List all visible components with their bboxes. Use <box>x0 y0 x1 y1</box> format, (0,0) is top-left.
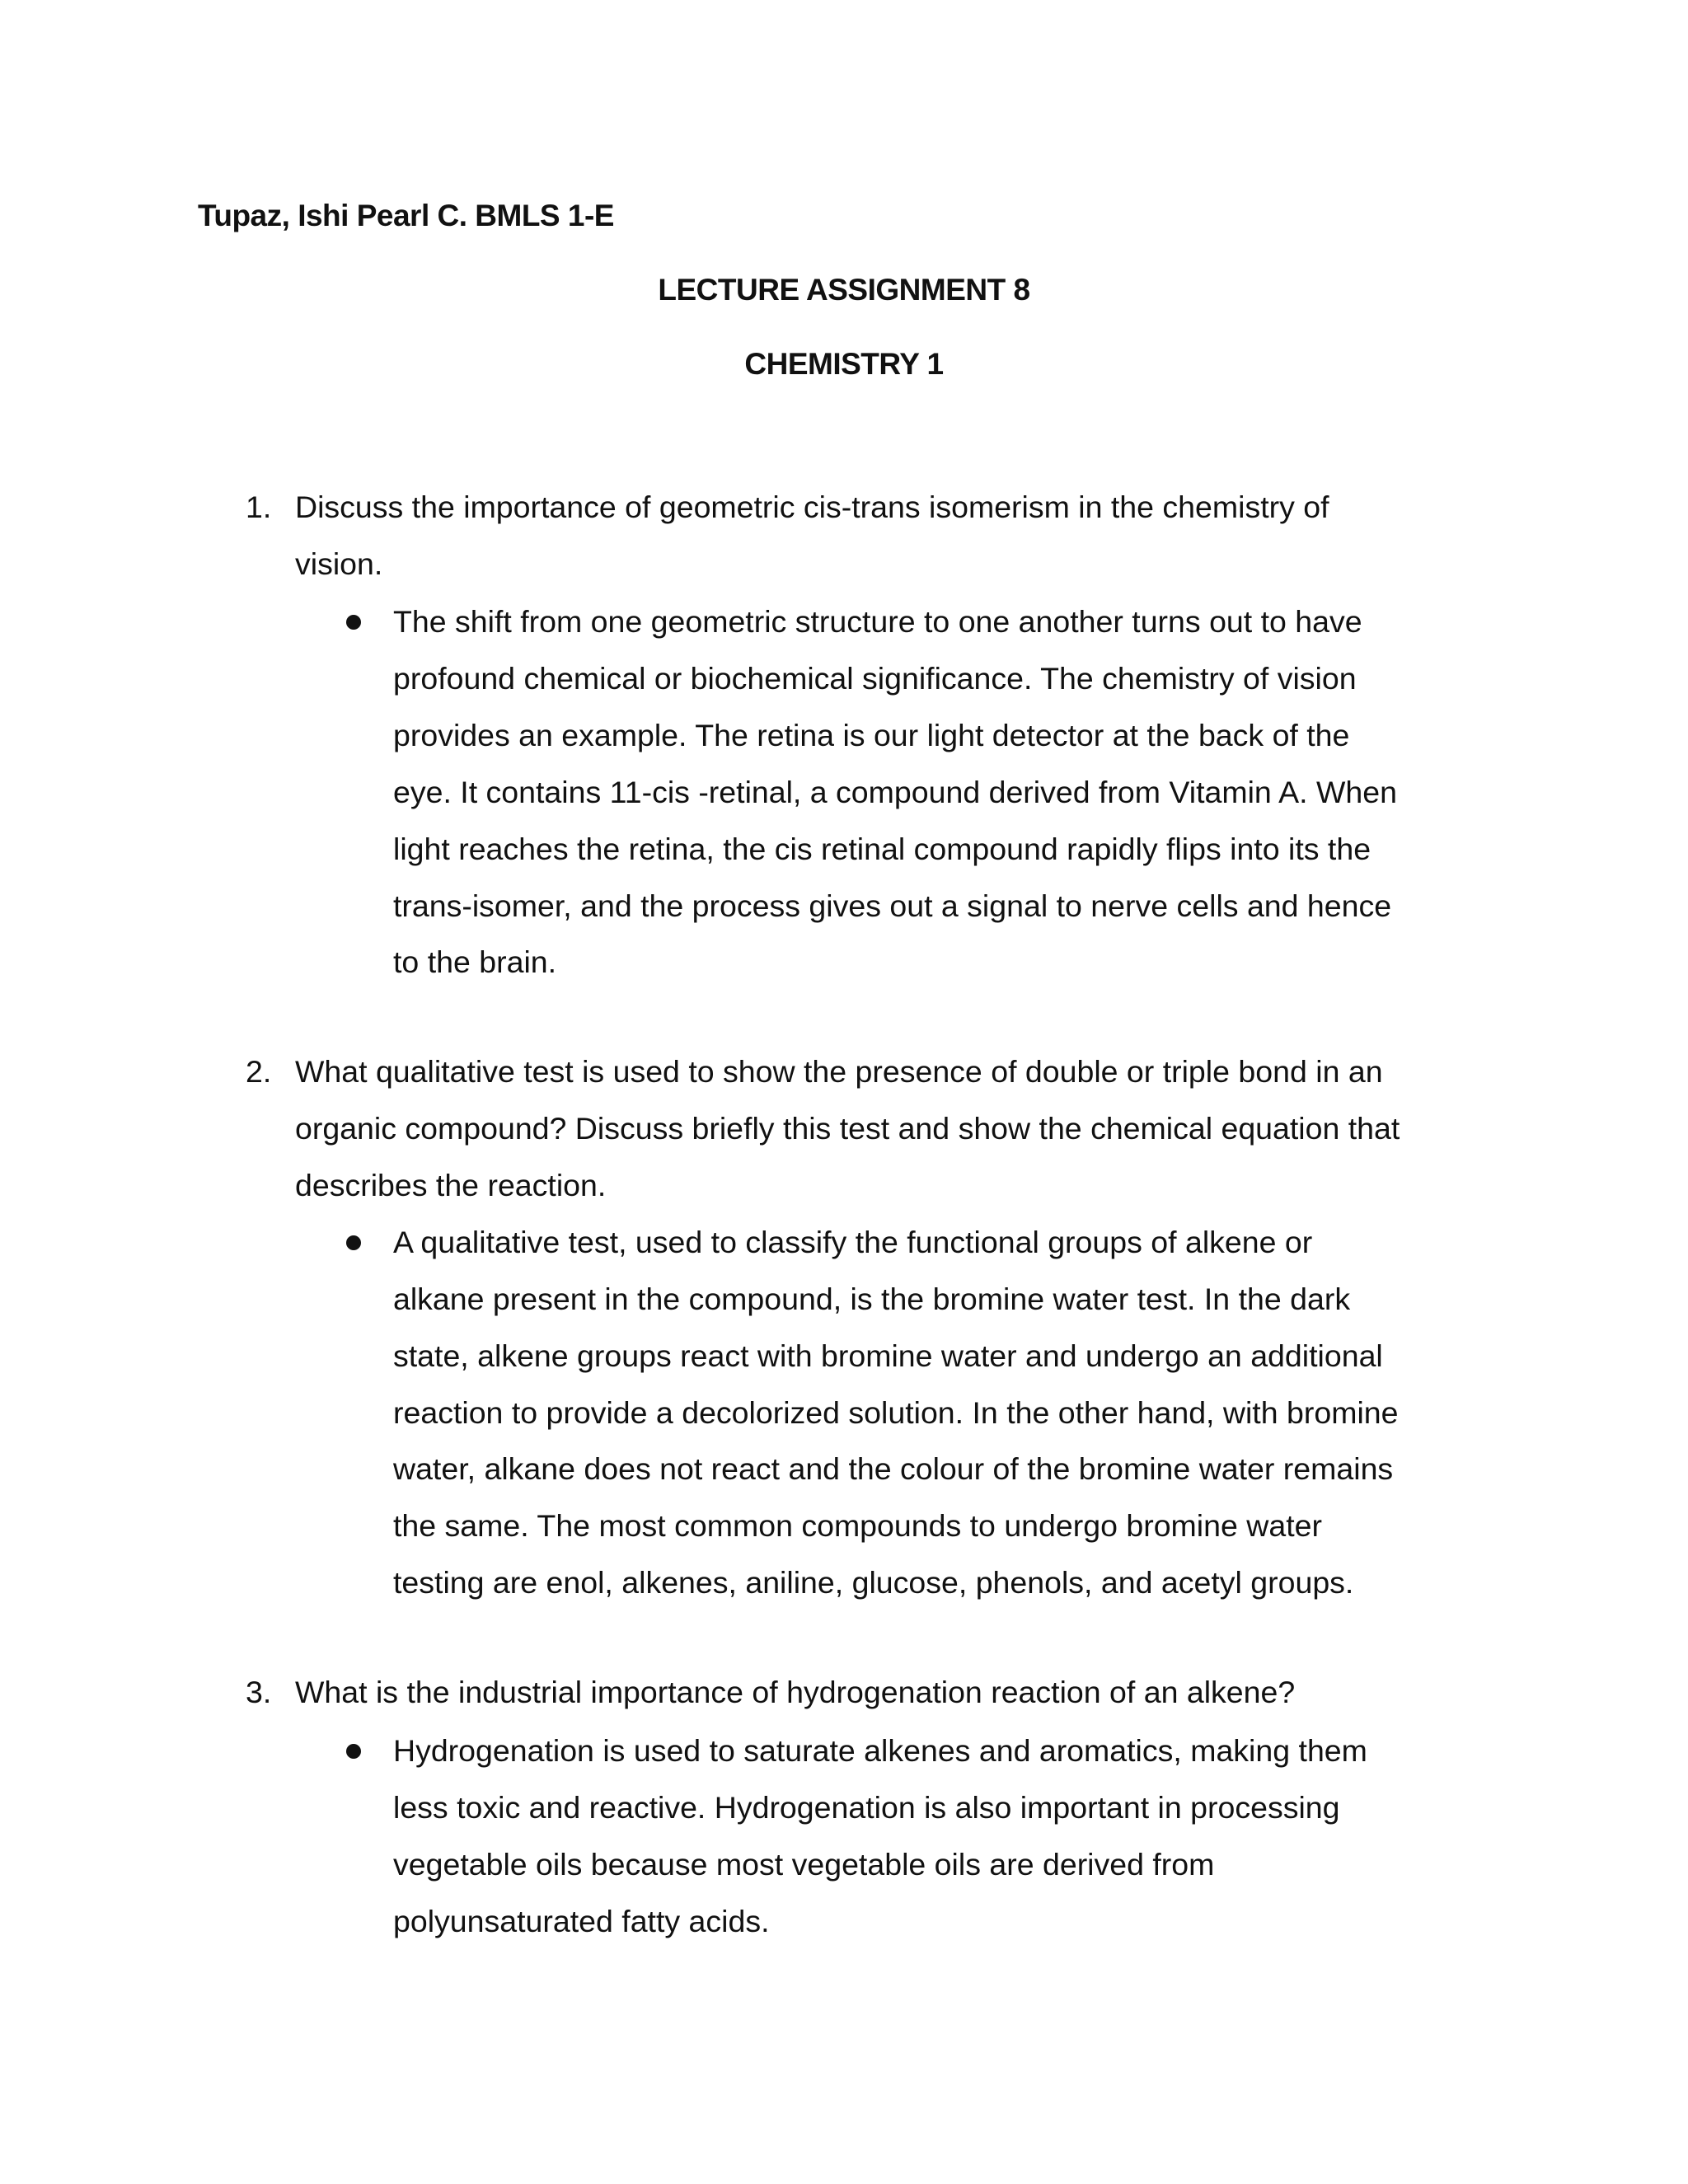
answer-text-line: The shift from one geometric structure to one another turns out to have <box>393 604 1362 639</box>
answer-text-line: vegetable oils because most vegetable oils are derived from <box>393 1847 1215 1882</box>
assignment-title: LECTURE ASSIGNMENT 8 <box>658 273 1030 307</box>
bullet-icon <box>346 1744 361 1759</box>
question-number: 2. <box>246 1054 272 1089</box>
answer-text-line: profound chemical or biochemical significance. The chemistry of vision <box>393 661 1357 696</box>
question-number: 3. <box>246 1675 272 1709</box>
answer-text-line: reaction to provide a decolorized solution. In the other hand, with bromine <box>393 1395 1399 1430</box>
answer-text-line: polyunsaturated fatty acids. <box>393 1904 770 1938</box>
answer-text-line: A qualitative test, used to classify the functional groups of alkene or <box>393 1225 1313 1259</box>
answer-text-line: testing are enol, alkenes, aniline, glucose, phenols, and acetyl groups. <box>393 1565 1354 1600</box>
answer-text-line: eye. It contains 11-cis -retinal, a compound derived from Vitamin A. When <box>393 775 1397 809</box>
bullet-icon <box>346 615 361 630</box>
author-line: Tupaz, Ishi Pearl C. BMLS 1-E <box>198 199 614 232</box>
answer-text-line: alkane present in the compound, is the bromine water test. In the dark <box>393 1282 1351 1316</box>
question-text-line: organic compound? Discuss briefly this test and show the chemical equation that <box>295 1111 1400 1146</box>
question-text-line: vision. <box>295 546 383 581</box>
answer-text-line: trans-isomer, and the process gives out a signal to nerve cells and hence <box>393 888 1392 923</box>
question-text-line: Discuss the importance of geometric cis-trans isomerism in the chemistry of <box>295 490 1329 524</box>
answer-text-line: to the brain. <box>393 944 557 979</box>
answer-text-line: water, alkane does not react and the colour of the bromine water remains <box>393 1451 1394 1486</box>
question-text-line: describes the reaction. <box>295 1168 607 1202</box>
bullet-icon <box>346 1235 361 1250</box>
answer-text-line: the same. The most common compounds to undergo bromine water <box>393 1508 1322 1543</box>
answer-text-line: provides an example. The retina is our light detector at the back of the <box>393 718 1350 752</box>
question-number: 1. <box>246 490 272 524</box>
question-text-line: What qualitative test is used to show the presence of double or triple bond in an <box>295 1054 1383 1089</box>
course-subject: CHEMISTRY 1 <box>744 347 944 381</box>
question-text-line: What is the industrial importance of hydrogenation reaction of an alkene? <box>295 1675 1296 1709</box>
answer-text-line: less toxic and reactive. Hydrogenation is also important in processing <box>393 1790 1340 1825</box>
answer-text-line: state, alkene groups react with bromine water and undergo an additional <box>393 1338 1383 1373</box>
answer-text-line: Hydrogenation is used to saturate alkenes and aromatics, making them <box>393 1733 1367 1768</box>
answer-text-line: light reaches the retina, the cis retinal compound rapidly flips into its the <box>393 832 1372 866</box>
